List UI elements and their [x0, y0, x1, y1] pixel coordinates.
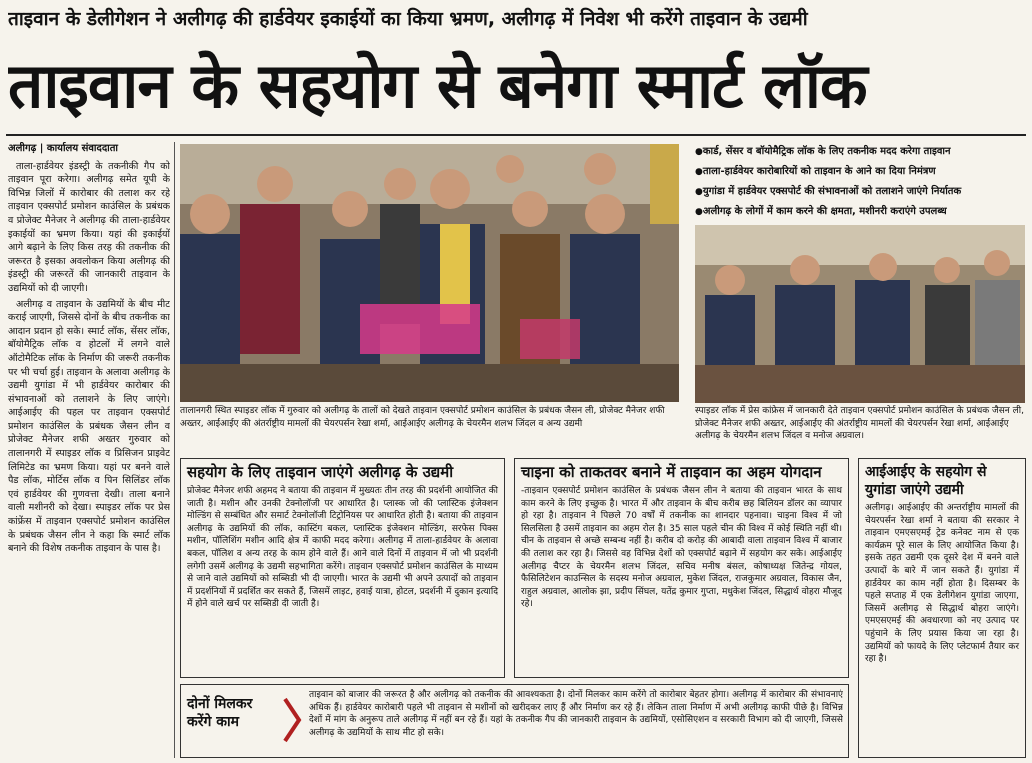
delegation-photo-illustration [180, 144, 679, 402]
headline-rule [6, 134, 1026, 136]
kicker-headline: ताइवान के डेलीगेशन ने अलीगढ़ की हार्डवेयर इकाईयों का किया भ्रमण, अलीगढ़ में निवेश भी करेंगे ताइवान के उद्यमी [8, 8, 808, 30]
delegation-photo-caption: तालानगरी स्थित स्पाइडर लॉक में गुरुवार को अलीगढ़ के तालों को देखते ताइवान एक्सपोर्ट प्रमोशन काउंसिल के प्रबंधक जैसन ली, प्रोजेक्ट मैनेजर शफी अख्तर, आईआईए की अंतर्राष्ट्रीय मामलों की चेयरपर्सन रेखा शर्मा, आईआईए अलीगढ़ के चेयरमैन शलभ जिंदल व अन्य उद्यमी [180, 406, 665, 429]
press-conference-caption: स्पाइडर लॉक में प्रेस कांफ्रेस में जानकारी देते ताइवान एक्सपोर्ट प्रमोशन काउंसिल के प्रबंधक जैसन ली, प्रोजेक्ट मैनेजर शफी अख्तर, आईआईए की अंतर्राष्ट्रीय मामलों की चेयरपर्सन रेखा शर्मा, आईआईए अलीगढ़ के चेयरमैन शलभ जिंदल व मनोज अग्रवाल। [695, 406, 1024, 441]
main-headline: ताइवान के सहयोग से बनेगा स्मार्ट लॉक [8, 49, 867, 122]
story-box-body: प्रोजेक्ट मैनेजर शफी अहमद ने बताया की ताइवान में मुख्यतः तीन तरह की प्रदर्शनी आयोजित की जाती है। मशीन और उनकी टेक्नोलॉजी पर आधारित है। प्लास्क जो की प्लास्टिक इंजेक्शन मोल्डिंग से सम्बंधित और समार्ट टेक्नोलॉजी टिट्रोनियस पर आधारित होती है। बताया की ताइवान अलीगढ़ के उद्यमियों की लॉक, कास्टिंग बकल, प्लास्टिक इंजेक्शन मोल्डिंग, सरफेस पिक्स मशीन, पॉलिशिंग मशीन आदि क्षेत्र में काफी मदद करेगा। अलीगढ़ में ताला-हार्डवेयर के अलावा बकल, पॉलिश व अन्य तरह के काम होने वाले हैं। आने वाले दिनों में ताइवान में जो भी प्रदर्शनी लगेगी उसमें अलीगढ़ के उद्यमी सहभागिता करेंगे। ताइवान एक्सपोर्ट प्रमोशन काउंसिल के माध्यम से जाने वाले उद्यमियों को सब्सिडी भी दी जाएगी। भारत के उद्यमी भी अपने उत्पादों को ताइवान में प्रदर्शनियों में प्रदर्शित कर सकते हैं, जिसमें लाइट, हवाई यात्रा, होटल, प्रदर्शनी में दुकान इत्यादि में होने वाले खर्च पर सब्सिडी दी जाती है। [187, 486, 498, 610]
story-box-taiwan-visit [180, 458, 505, 678]
story-box-uganda [858, 458, 1026, 758]
press-conference-photo [695, 225, 1025, 403]
highlights-list [695, 142, 1025, 222]
highlight-item: ● कार्ड, सेंसर व बॉयोमैट्रिक लॉक के लिए तकनीक मदद करेगा ताइवान [695, 142, 1025, 162]
left-column-article [8, 142, 170, 758]
story-box-title: सहयोग के लिए ताइवान जाएंगे अलीगढ़ के उद्यमी [187, 463, 454, 481]
story-box-label: दोनों मिलकर करेंगे काम [187, 696, 253, 730]
highlight-item: ● अलीगढ़ के लोगों में काम करने की क्षमता, मशीनरी कराएंगे उपलब्ध [695, 202, 1025, 222]
column-divider [174, 142, 175, 758]
story-box-title: आईआईए के सहयोग से युगांडा जाएंगे उद्यमी [865, 464, 987, 498]
story-box-body: अलीगढ़। आईआईए की अन्तर्राष्ट्रीय मामलों की चेयरपर्सन रेखा शर्मा ने बताया की सरकार ने ताइवान एमएसएमई ट्रेड कनेक्ट नाम से एक कार्यक्रम पूरे साल के लिए आयोजित किया है। इसके तहत उद्यमी एक दूसरे देश में बनने वाले उत्पादों के बारे में जान सकते हैं। युगांडा में हार्डवेयर का काम नहीं होता है। दिसम्बर के पहले सप्ताह में एक डेलीगेशन युगांडा जाएगा, जिसमें अलीगढ़ से सिद्धार्थ बोहरा जाएंगे। एमएसएमई की अवधारणा को नए उत्पाद पर पहुंचाने के लिए प्रयास किया जा रहा है। उद्यमियों को फायदे के लिए प्लेटफार्म तैयार कर रहा है। [865, 503, 1019, 665]
byline: अलीगढ़ | कार्यालय संवाददाता [8, 143, 119, 154]
chevron-right-icon [281, 695, 305, 745]
article-paragraph: ताला-हार्डवेयर इंडस्ट्री के तकनीकी गैप को ताइवान पूरा करेगा। अलीगढ़ समेत यूपी के विभिन्न जिलों में कारोबार की तलाश कर रहे ताइवान एक्सपोर्ट प्रमोशन काउंसिल के प्रबंधक व प्रोजेक्ट मैनेजर ने अलीगढ़ की ताला-हार्डवेयर इकाईयों का भ्रमण किया। यहां की इकाईयों आगे बढ़ाने के लिए किस तरह की तकनीक की जरूरत है इसका अवलोकन किया अलीगढ़ की इंडस्ट्री की जरूरतें की जानकारी ताइवान के उद्यमियों को दी जाएगी। [8, 160, 170, 294]
highlight-item: ● ताला-हार्डवेयर कारोबारियों को ताइवान के आने का दिया निमंत्रण [695, 162, 1025, 182]
article-paragraph: अलीगढ़ व ताइवान के उद्यमियों के बीच मीट कराई जाएगी, जिससे दोनों के बीच तकनीक का आदान प्रदान हो सके। स्मार्ट लॉक, सेंसर लॉक, बॉयोमैट्रिक लॉक व होटलों में लगने वाले ऑटोमैटिक लॉक के निर्माण की जरूरी तकनीक पर भी चर्चा हुई। ताइवान के अलावा अलीगढ़ के उद्यमी युगांडा में भी हार्डवेयर कारोबार की संभावनाओं को तलाशने के लिए जाएंगे। आईआईए की पहल पर ताइवान एक्सपोर्ट प्रमोशन काउंसिल के प्रबंधक जैसन लीन व प्रोजेक्ट मैनेजर शफी अख्तर गुरुवार को तालानगरी में स्पाइडर लॉक व प्रिसिजन प्राइवेट लिमिटेड का भ्रमण किया। यहां पर बनने वाले पैड लॉक, मोर्टिस लॉक व पिन सिलिंडर लॉक एवं हार्डवेयर की गुणवत्ता देखी। ताला बनाने वाली मशीनरी को देखा। स्पाइडर लॉक पर प्रेस कांफ्रेंस में ताइवान एक्सपोर्ट प्रमोशन काउंसिल के प्रबंधक जैसन लीन ने कहा कि स्मार्ट लॉक बनाने की विशेष तकनीक ताइवान के पास है। [8, 298, 170, 555]
story-box-title: चाइना को ताकतवर बनाने में ताइवान का अहम योगदान [521, 463, 822, 481]
story-box-body: -ताइवान एक्सपोर्ट प्रमोशन काउंसिल के प्रबंधक जैसन लीन ने बताया की ताइवान भारत के साथ काम करने के लिए इच्छुक है। भारत में और ताइवान के बीच करीब छह बिलियन डॉलर का व्यापार हो रहा है। ताइवान ने पिछले 70 वर्षों में तकनीक का शानदार पहनावा। चाइना विश्व में जो सिलसिला है उसमें ताइवान का अहम रोल है। 35 साल पहले चीन की विश्व में कोई स्थिति नहीं थी। चीन के ताइवान से अच्छे सम्बन्ध नहीं है। करीब दो करोड़ की आबादी वाला ताइवान विश्व में बाजार की तलाश कर रहा है। जिससे वह विभिन्न देशों को एक्सपोर्ट बढ़ाने में सहयोग कर सके। आईआईए अलीगढ़ चैप्टर के चेयरमैन शलभ जिंदल, सचिव मनीष बंसल, कोषाध्यक्ष जितेन्द्र गोयल, फैसिलिटेशन काउन्सिल के सदस्य मनोज अग्रवाल, मुकेश जिंदल, राजकुमार अग्रवाल, विकास जैन, राहुल अग्रवाल, आलोक झा, प्रदीप सिंघल, यतेंद्र कुमार गुप्ता, मधुकेश जिंदल, सिद्धार्थ वोहरा मौजूद रहे। [521, 486, 842, 610]
story-box-china-taiwan [514, 458, 849, 678]
story-box-work-together [180, 684, 849, 758]
story-box-body: ताइवान को बाजार की जरूरत है और अलीगढ़ को तकनीक की आवश्यकता है। दोनों मिलकर काम करेंगे तो कारोबार बेहतर होगा। अलीगढ़ में कारोबार की संभावनाएं अधिक हैं। हार्डवेयर कारोबारी पहले भी ताइवान से मशीनों को खरीदकर लाए हैं और निर्माण कर रहे हैं। लेकिन ताला निर्माण में अभी अलीगढ़ काफी पीछे है। विभिन्न देशों में मांग के अनुरूप ताले अलीगढ़ में नहीं बन रहे हैं। यहां के तकनीक गैप की जानकारी ताइवान के उद्यमियों, एसोसिएशन व सरकारी विभाग को दी जाएगी, जिससे अलीगढ़ के उद्यमियों के साथ मीट हो सके। [309, 690, 843, 738]
delegation-photo [180, 144, 679, 402]
highlight-item: ● युगांडा में हार्डवेयर एक्सपोर्ट की संभावनाओं को तलाशने जाएंगे निर्यातक [695, 182, 1025, 202]
press-conference-illustration [695, 225, 1025, 403]
